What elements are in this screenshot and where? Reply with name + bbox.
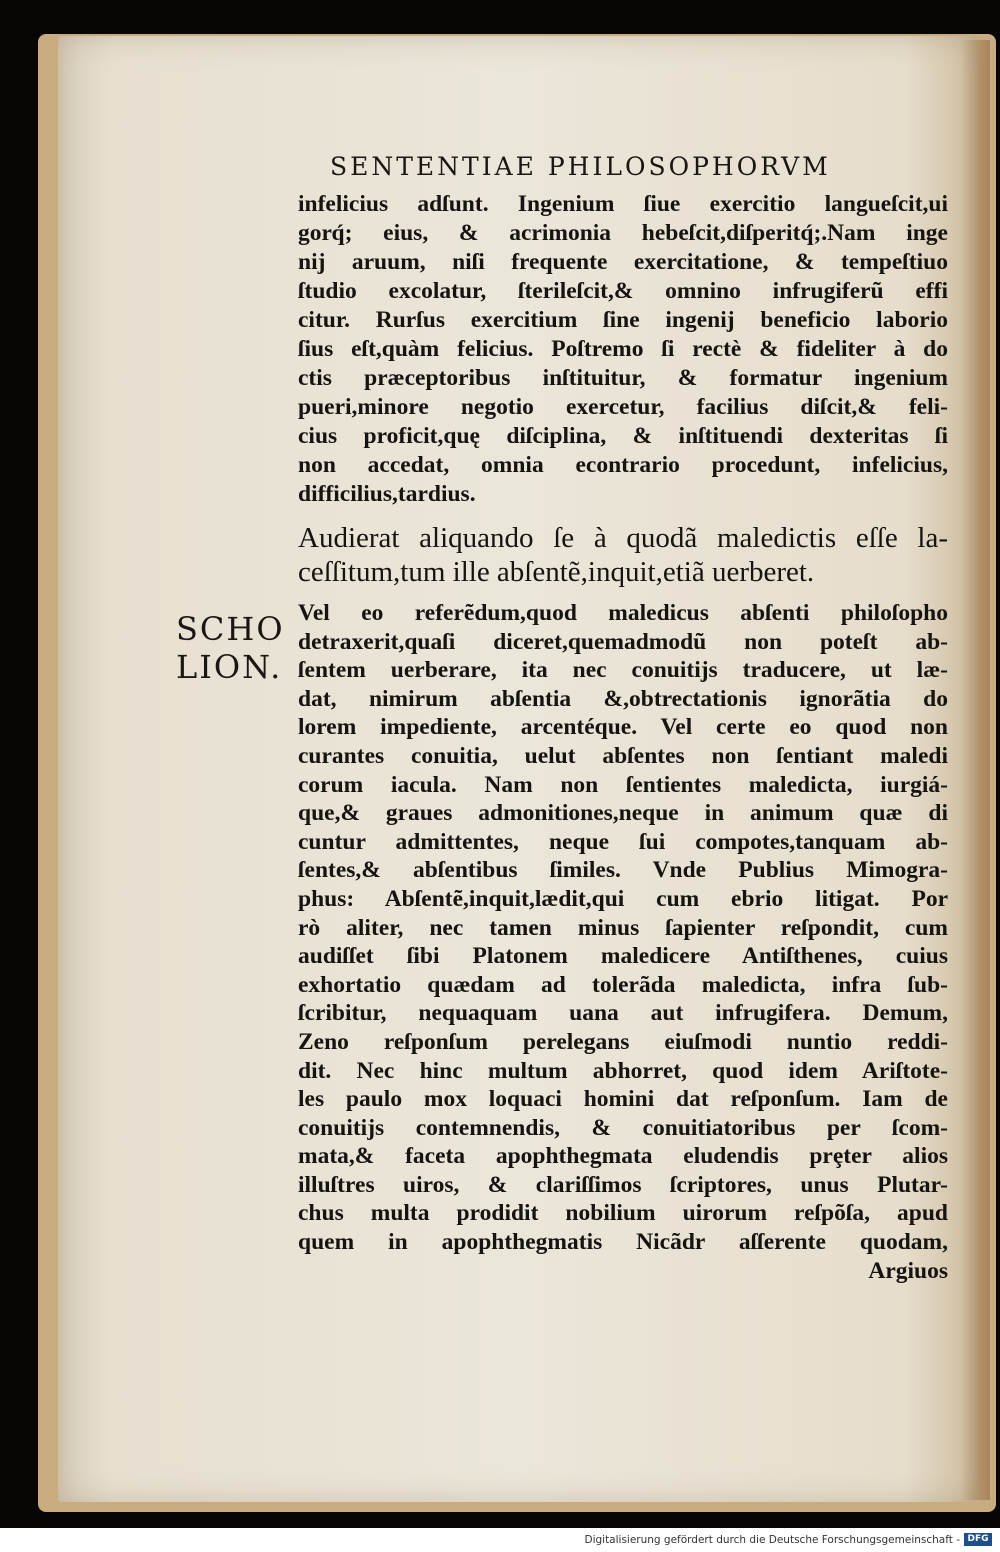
scholion-line: detraxerit,quaſi diceret,quemadmodũ non poteſt ab- <box>298 628 948 655</box>
scholion-line: curantes conuitia, uelut abſentes non ſentiant maledi <box>298 742 948 769</box>
side-label-line: LION. <box>176 648 283 686</box>
scholion-line: ſentes,& abſentibus ſimiles. Vnde Publius Mimogra- <box>298 857 948 884</box>
paragraph-line: pueri,minore negotio exercetur, facilius diſcit,& feli- <box>298 394 948 420</box>
scholion-line: corum iacula. Nam non ſentientes maledicta, iurgiá- <box>298 771 948 798</box>
scholion-line: illuſtres uiros, & clariſſimos ſcriptores, unus Plutar- <box>298 1171 948 1198</box>
scholion-side-label <box>176 610 285 686</box>
scholion-line: dat, nimirum abſentia &,obtrectationis ignorãtia do <box>298 685 948 712</box>
scholion-line: mata,& faceta apophthegmata eludendis prȩter alios <box>298 1143 948 1170</box>
running-head: SENTENTIAE PHILOSOPHORVM <box>330 152 831 181</box>
text-block <box>298 190 948 1285</box>
paragraph-line: citur. Rurſus exercitium ſine ingenij beneficio laborio <box>298 307 948 333</box>
paragraph-line: infelicius adſunt. Ingenium ſiue exercitio langueſcit,ui <box>298 191 948 217</box>
scholion-line: phus: Abſentẽ,inquit,lædit,qui cum ebrio litigat. Por <box>298 885 948 912</box>
scholion-line: ſentem uerberare, ita nec conuitijs traducere, ut læ- <box>298 657 948 684</box>
quote-line: ceſſitum,tum ille abſentẽ,inquit,etiã uerberet. <box>298 556 815 588</box>
paragraph-line: cius proficit,quę diſciplina, & inſtituendi dexteritas ſi <box>298 423 948 449</box>
scholion-line: audiſſet ſibi Platonem maledicere Antiſthenes, cuius <box>298 943 948 970</box>
paragraph-line: ctis præceptoribus inſtituitur, & formatur ingenium <box>298 365 948 391</box>
paragraph-line: nij aruum, niſi frequente exercitatione, & tempeſtiuo <box>298 249 948 275</box>
scholion-line: conuitijs contemnendis, & conuitiatoribus per ſcom- <box>298 1114 948 1141</box>
apophthegm-quote <box>298 521 948 589</box>
scholion-line: que,& graues admonitiones,neque in animum quæ di <box>298 800 948 827</box>
dfg-logo: DFG <box>964 1533 992 1546</box>
paragraph-line: ſius eſt,quàm felicius. Poſtremo ſi rectè & fideliter à do <box>298 336 948 362</box>
scholion-line: quem in apophthegmatis Nicãdr aſſerente quodam, <box>298 1229 948 1256</box>
page-gutter-shadow <box>960 40 990 1500</box>
scholion-line: rò aliter, nec tamen minus ſapienter reſpondit, cum <box>298 914 948 941</box>
paragraph-line: difficilius,tardius. <box>298 481 476 507</box>
scholion-line: chus multa prodidit nobilium uirorum reſpõſa, apud <box>298 1200 948 1227</box>
scholion-line: les paulo mox loquaci homini dat reſponſum. Iam de <box>298 1086 948 1113</box>
scholion-line: Vel eo referẽdum,quod maledicus abſenti philoſopho <box>298 600 948 626</box>
paragraph-line: gorq́; eius, & acrimonia hebeſcit,diſperitq́;.Nam inge <box>298 220 948 246</box>
catchword: Argiuos <box>868 1257 948 1284</box>
side-label-line: SCHO <box>176 610 285 648</box>
paragraph-line: ſtudio excolatur, ſterileſcit,& omnino infrugiferũ effi <box>298 278 948 304</box>
paragraph <box>298 190 948 509</box>
quote-line: Audierat aliquando ſe à quodã maledictis eſſe la- <box>298 522 948 554</box>
scholion-line: lorem impediente, arcentéque. Vel certe eo quod non <box>298 714 948 741</box>
scholion-line: dit. Nec hinc multum abhorret, quod idem Ariſtote- <box>298 1057 948 1084</box>
scholion-line: cuntur admittentes, neque ſui compotes,tanquam ab- <box>298 828 948 855</box>
funding-notice: Digitalisierung gefördert durch die Deutsche Forschungsgemeinschaft - <box>584 1534 960 1546</box>
paragraph-line: non accedat, omnia econtrario procedunt, infelicius, <box>298 452 948 478</box>
scholion-body <box>298 599 948 1285</box>
scholion-line: Zeno reſponſum perelegans eiuſmodi nuntio reddi- <box>298 1028 948 1055</box>
scholion-line: ſcribitur, nequaquam uana aut infrugifera. Demum, <box>298 1000 948 1027</box>
scholion-line: exhortatio quædam ad tolerãda maledicta, infra ſub- <box>298 971 948 998</box>
